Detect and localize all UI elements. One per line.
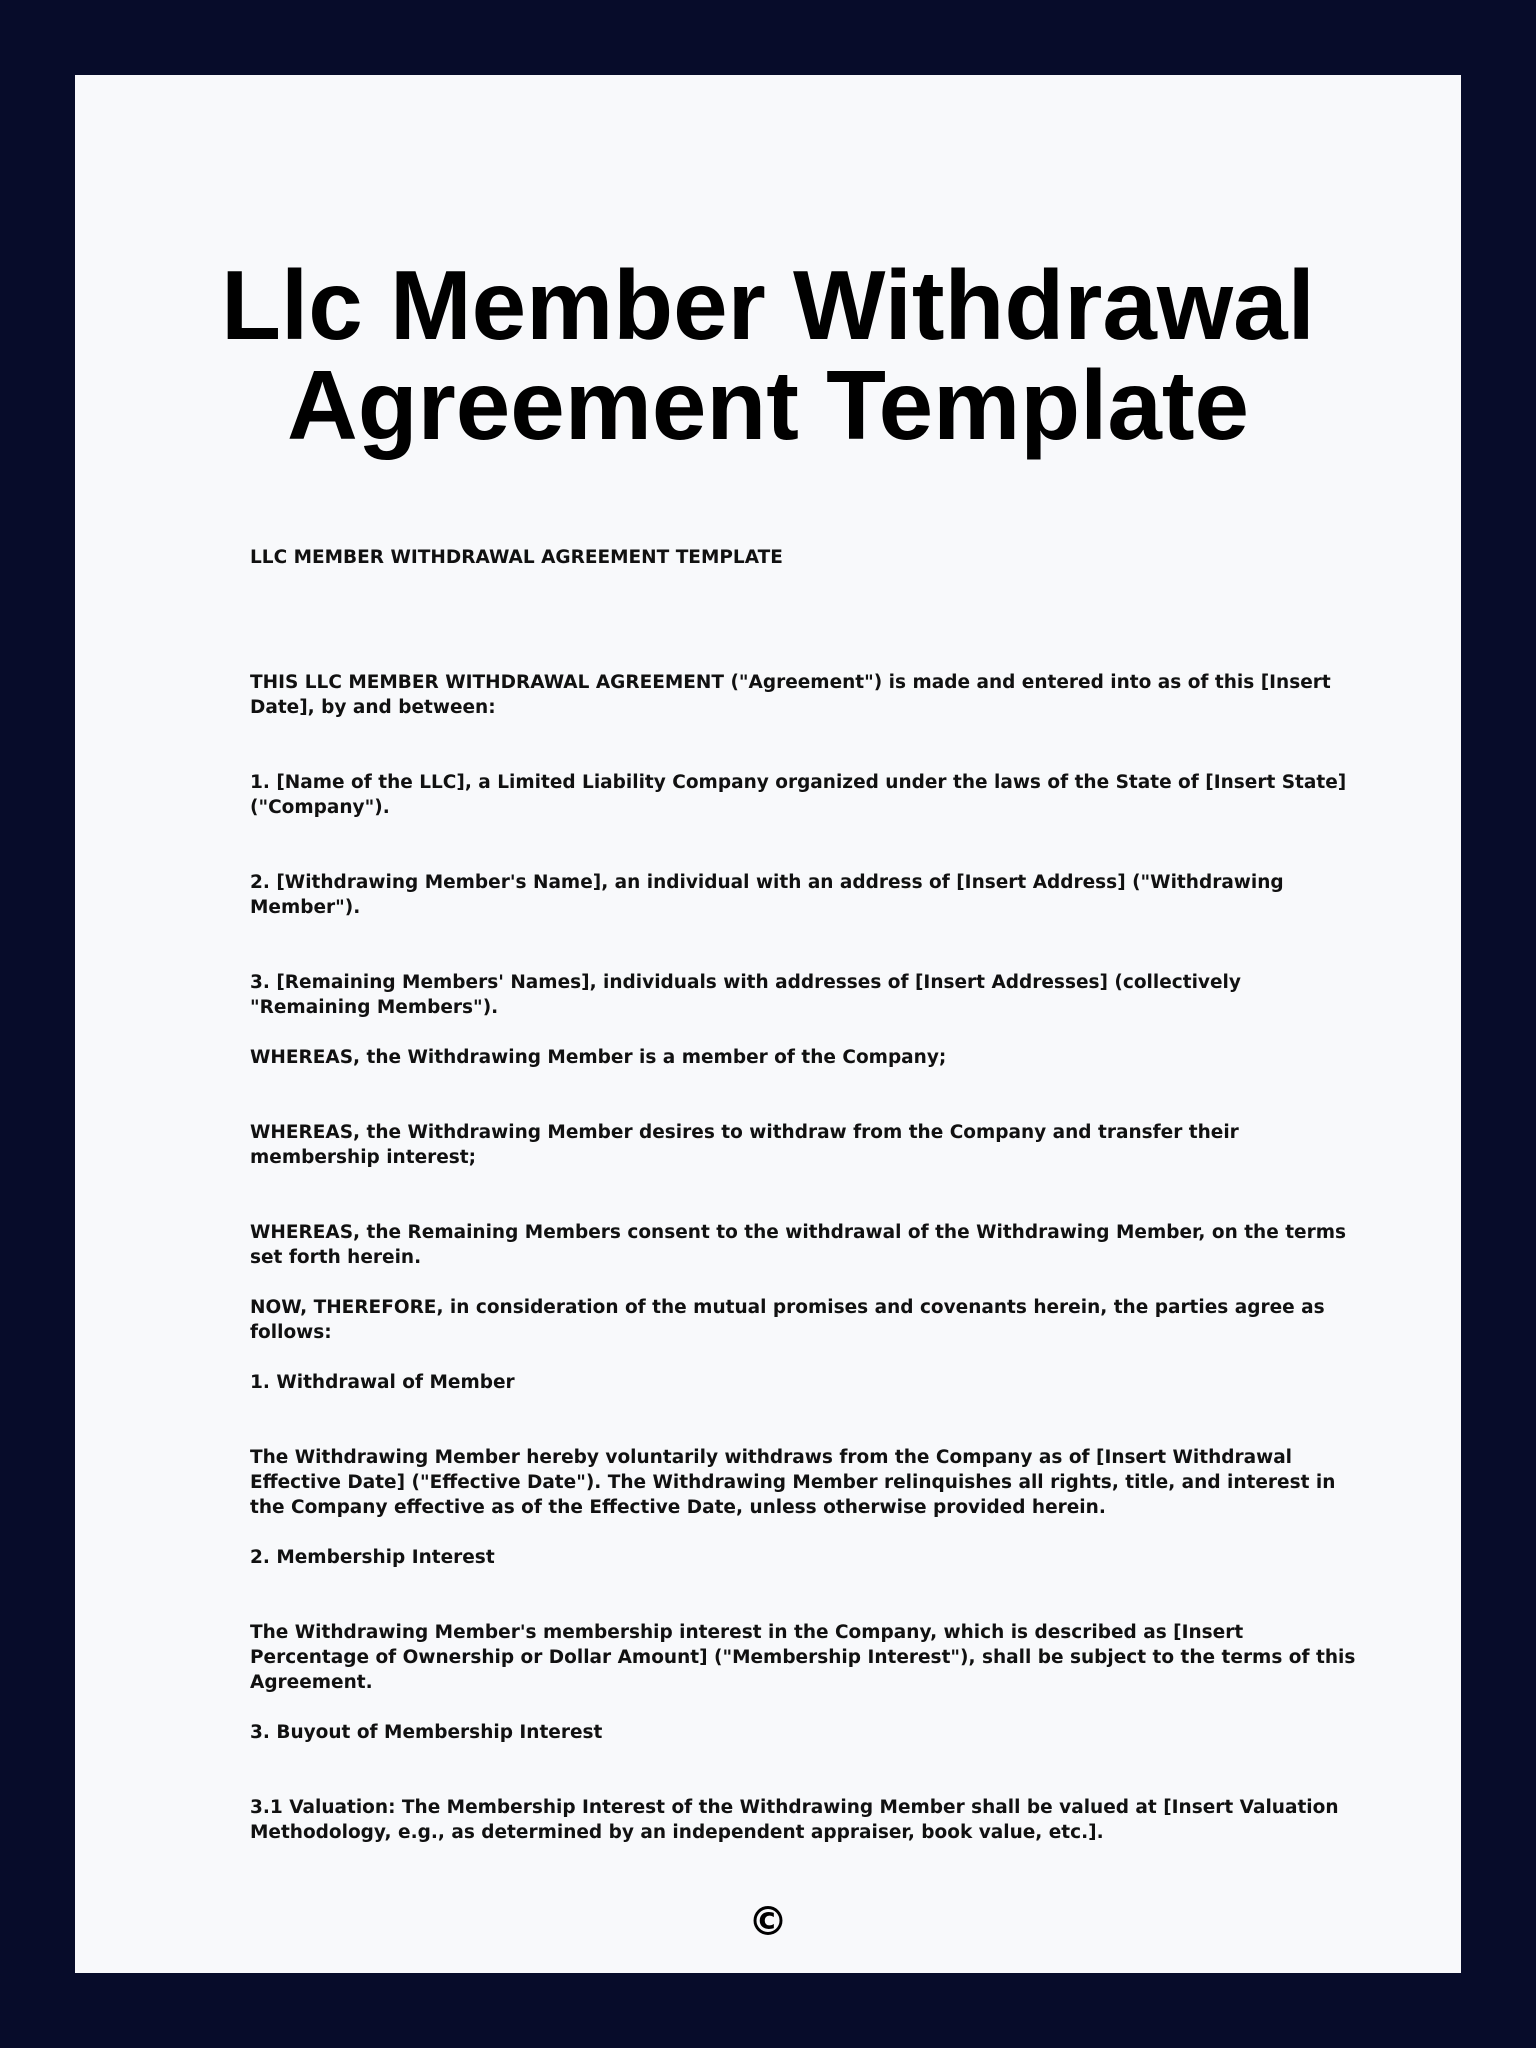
copyright-icon: © — [748, 1899, 788, 1945]
document-body — [250, 545, 1360, 1845]
section-2-paragraph: The Withdrawing Member's membership interest in the Company, which is described as [Insert Percentage of Ownership or Dollar Amount] ("Membership Interest"), shall be subject to the terms of this Agreement. — [250, 1622, 1356, 1693]
whereas-3-paragraph: WHEREAS, the Remaining Members consent to the withdrawal of the Withdrawing Member, on the terms set forth herein. — [250, 1222, 1347, 1268]
title-line-1: Llc Member Withdrawal — [221, 250, 1315, 360]
whereas-1-paragraph: WHEREAS, the Withdrawing Member is a member of the Company; — [250, 1047, 947, 1068]
party-1-paragraph: 1. [Name of the LLC], a Limited Liability Company organized under the laws of the State of [Insert State] ("Company"). — [250, 772, 1347, 818]
document-page — [75, 75, 1461, 1973]
title-line-2: Agreement Template — [286, 350, 1250, 460]
section-1-heading: 1. Withdrawal of Member — [250, 1372, 515, 1393]
whereas-2-paragraph: WHEREAS, the Withdrawing Member desires to withdraw from the Company and transfer their membership interest; — [250, 1122, 1239, 1168]
section-2-heading: 2. Membership Interest — [250, 1547, 495, 1568]
intro-paragraph: THIS LLC MEMBER WITHDRAWAL AGREEMENT ("Agreement") is made and entered into as of this [Insert Date], by and between: — [250, 672, 1331, 718]
party-3-paragraph: 3. [Remaining Members' Names], individuals with addresses of [Insert Addresses] (collectively "Remaining Members"). — [250, 972, 1241, 1018]
doc-heading: LLC MEMBER WITHDRAWAL AGREEMENT TEMPLATE — [250, 547, 783, 568]
now-therefore-paragraph: NOW, THEREFORE, in consideration of the mutual promises and covenants herein, the parties agree as follows: — [250, 1297, 1325, 1343]
party-2-paragraph: 2. [Withdrawing Member's Name], an individual with an address of [Insert Address] ("Withdrawing Member"). — [250, 872, 1284, 918]
section-3-heading: 3. Buyout of Membership Interest — [250, 1722, 603, 1743]
document-title — [75, 250, 1461, 460]
section-1-paragraph: The Withdrawing Member hereby voluntarily withdraws from the Company as of [Insert Withdrawal Effective Date] ("Effective Date"). The Withdrawing Member relinquishes all rights, title, and interest in the Company effective as of the Effective Date, unless otherwise provided herein. — [250, 1447, 1336, 1518]
section-3-1-paragraph: 3.1 Valuation: The Membership Interest of the Withdrawing Member shall be valued at [Insert Valuation Methodology, e.g., as determined by an independent appraiser, book value, etc.]. — [250, 1797, 1339, 1843]
